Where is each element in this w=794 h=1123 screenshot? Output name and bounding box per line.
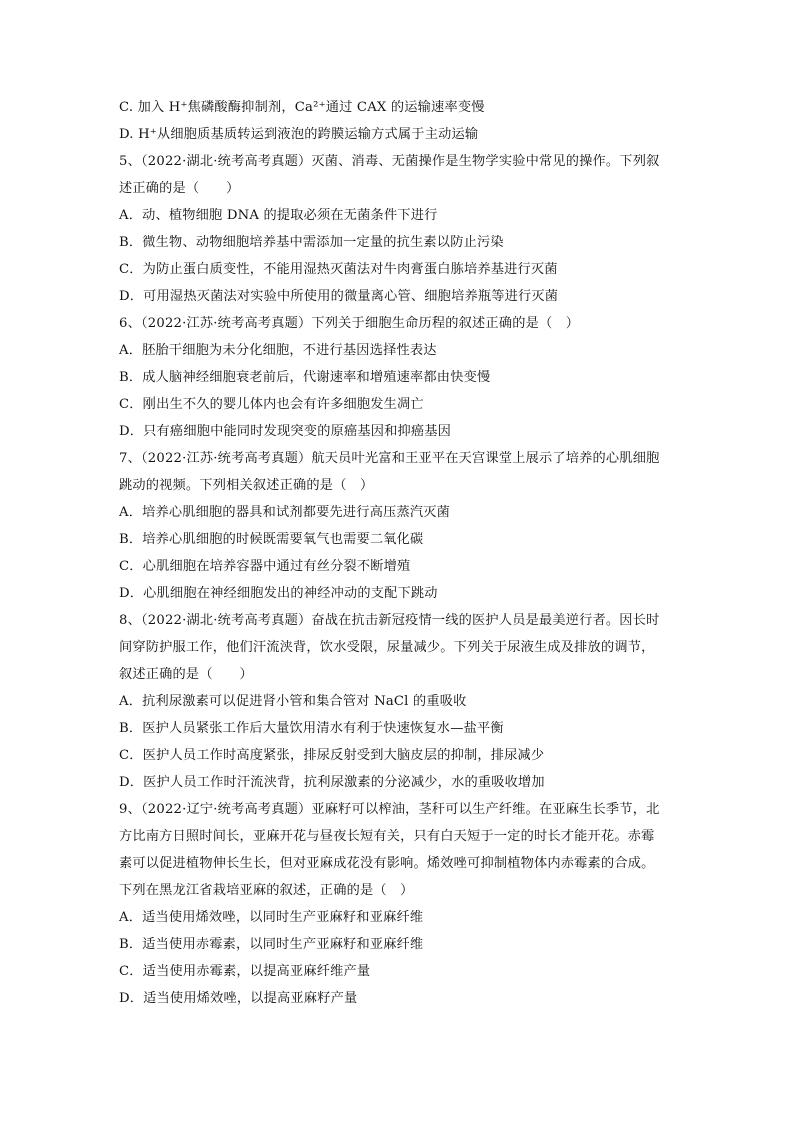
option-c: C．为防止蛋白质变性，不能用湿热灭菌法对牛肉膏蛋白胨培养基进行灭菌 [119,262,558,277]
previous-question-options [119,94,689,148]
option-a: A．抗利尿激素可以促进肾小管和集合管对 NaCl 的重吸收 [119,694,467,709]
option-b: B．医护人员紧张工作后大量饮用清水有利于快速恢复水—盐平衡 [119,721,504,736]
question-stem-line: 7、（2022·江苏·统考高考真题）航天员叶光富和王亚平在天宫课堂上展示了培养的心肌细胞 [119,451,660,466]
question-stem-line: 下列在黑龙江省栽培亚麻的叙述，正确的是（ ） [119,883,414,898]
question-stem-line: 素可以促进植物伸长生长，但对亚麻成花没有影响。烯效唑可抑制植物体内赤霉素的合成。 [119,856,655,871]
option-c: C．适当使用赤霉素，以提高亚麻纤维产量 [119,964,371,979]
option-a: A．适当使用烯效唑，以同时生产亚麻籽和亚麻纤维 [119,910,424,925]
question-9 [119,796,689,1012]
question-stem-line: 跳动的视频。下列相关叙述正确的是（ ） [119,478,374,493]
option-a: A．培养心肌细胞的器具和试剂都要先进行高压蒸汽灭菌 [119,505,451,520]
option-b: B．微生物、动物细胞培养基中需添加一定量的抗生素以防止污染 [119,235,504,250]
option-b: B．适当使用赤霉素，以同时生产亚麻籽和亚麻纤维 [119,937,424,952]
question-5 [119,148,689,310]
question-stem-line: 5、（2022·湖北·统考高考真题）灭菌、消毒、无菌操作是生物学实验中常见的操作。下列叙 [119,154,660,169]
question-stem-line: 叙述正确的是（ ） [119,667,253,682]
question-stem-line: 9、（2022·辽宁·统考高考真题）亚麻籽可以榨油，茎秆可以生产纤维。在亚麻生长季节，北 [119,802,660,817]
option-b: B．成人脑神经细胞衰老前后，代谢速率和增殖速率都由快变慢 [119,370,491,385]
option-a: A．胚胎干细胞为未分化细胞，不进行基因选择性表达 [119,343,437,358]
option-d: D．可用湿热灭菌法对实验中所使用的微量离心管、细胞培养瓶等进行灭菌 [119,289,559,304]
option-d: D．医护人员工作时汗流浃背，抗利尿激素的分泌减少，水的重吸收增加 [119,775,545,790]
option-d: D．只有癌细胞中能同时发现突变的原癌基因和抑癌基因 [119,424,452,439]
question-stem-line: 6、（2022·江苏·统考高考真题）下列关于细胞生命历程的叙述正确的是（ ） [119,316,580,331]
question-6 [119,310,689,445]
question-7 [119,445,689,607]
option-c: C．刚出生不久的婴儿体内也会有许多细胞发生凋亡 [119,397,424,412]
option-c: C．心肌细胞在培养容器中通过有丝分裂不断增殖 [119,559,411,574]
option-c: C. 加入 H⁺焦磷酸酶抑制剂，Ca²⁺通过 CAX 的运输速率变慢 [119,100,485,115]
option-d: D．适当使用烯效唑，以提高亚麻籽产量 [119,991,358,1006]
question-stem-line: 述正确的是（ ） [119,181,240,196]
option-c: C．医护人员工作时高度紧张，排尿反射受到大脑皮层的抑制，排尿减少 [119,748,545,763]
option-b: B．培养心肌细胞的时候既需要氧气也需要二氧化碳 [119,532,424,547]
question-list [119,94,689,1012]
question-stem-line: 8、（2022·湖北·统考高考真题）奋战在抗击新冠疫情一线的医护人员是最美逆行者。因长时 [119,613,660,628]
option-d: D. H⁺从细胞质基质转运到液泡的跨膜运输方式属于主动运输 [119,127,479,142]
question-8 [119,607,689,796]
question-stem-line: 间穿防护服工作，他们汗流浃背，饮水受限，尿量减少。下列关于尿液生成及排放的调节， [119,640,655,655]
option-a: A．动、植物细胞 DNA 的提取必须在无菌条件下进行 [119,208,438,223]
option-d: D．心肌细胞在神经细胞发出的神经冲动的支配下跳动 [119,586,438,601]
question-stem-line: 方比南方日照时间长，亚麻开花与昼夜长短有关，只有白天短于一定的时长才能开花。赤霉 [119,829,655,844]
